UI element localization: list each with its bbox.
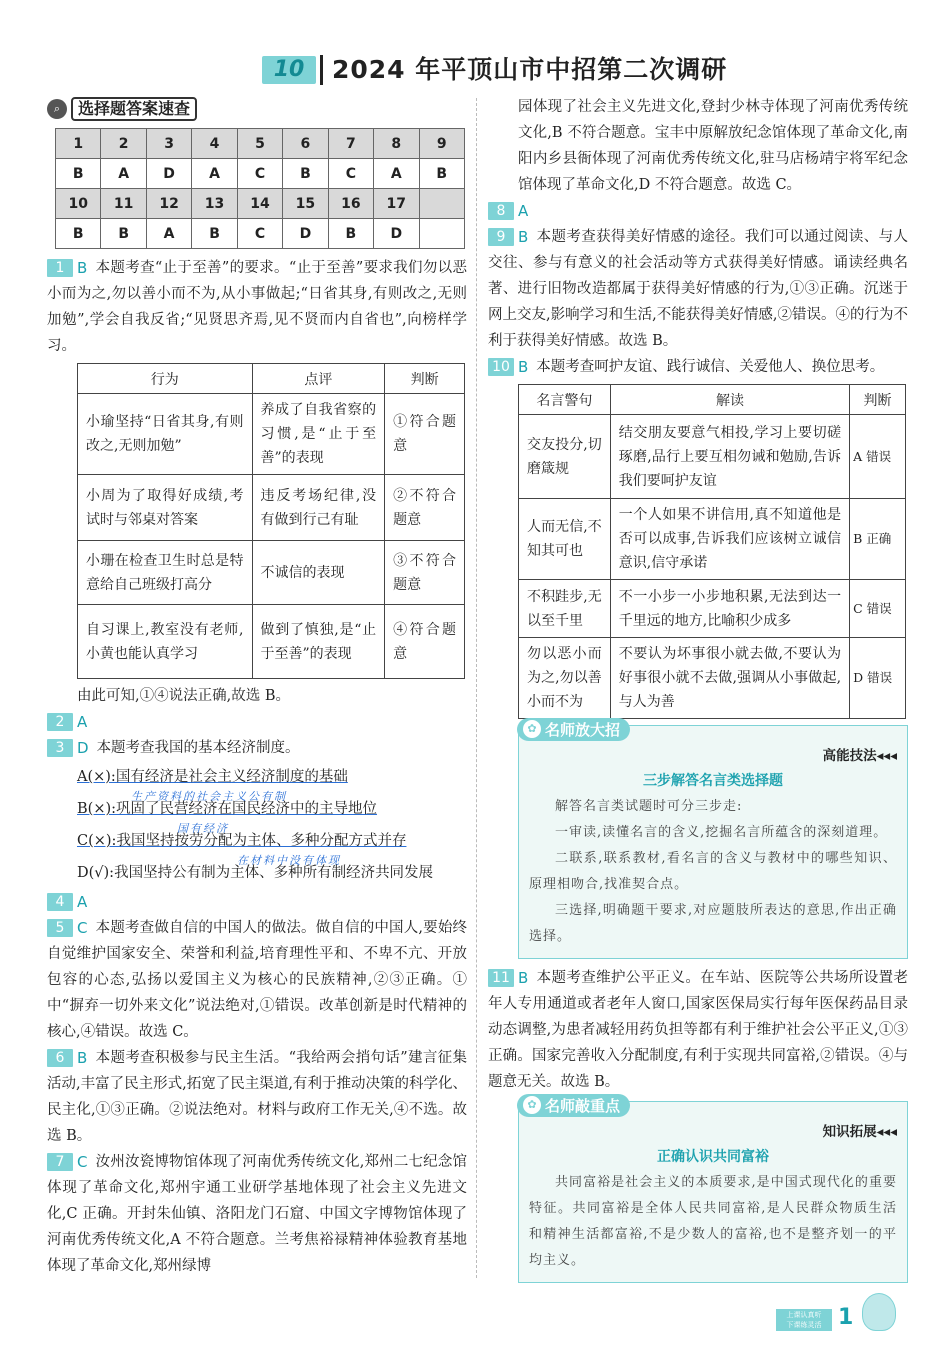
page-title: 2024 年平顶山市中招第二次调研	[332, 55, 728, 84]
table-cell: B 正确	[850, 499, 906, 580]
tip-paragraph: 解答名言类试题时可分三步走:	[555, 799, 743, 814]
answer-cell: C	[237, 219, 282, 249]
answer-letter: A	[77, 893, 88, 911]
table-cell: ④符合题意	[385, 605, 465, 679]
tip-subtitle: 正确认识共同富裕	[657, 1149, 769, 1165]
answer-letter: B	[77, 1049, 88, 1067]
tip-box-knowledge	[518, 1097, 908, 1283]
answer-letter: D	[77, 739, 89, 757]
table-cell: 一个人如果不讲信用,真不知道他是否可以成事,告诉我们应该树立诚信意识,信守承诺	[610, 499, 849, 580]
q1-analysis-table	[77, 363, 465, 679]
option-b	[47, 793, 467, 835]
tip-paragraph: 三选择,明确题干要求,对应题肢所表达的意思,作出正确选择。	[529, 903, 897, 944]
answer-cell: A	[101, 159, 146, 189]
answer-letter: C	[77, 1153, 88, 1171]
footer-slogan: 上课认真听 下课练灵活	[776, 1309, 832, 1331]
answer-cell: B	[283, 159, 328, 189]
search-icon: ⌕	[47, 99, 67, 119]
table-cell: 小瑜坚持“日省其身,有则改之,无则加勉”	[78, 394, 253, 475]
answer-cell: B	[328, 219, 373, 249]
q10-analysis-table	[518, 384, 906, 719]
table-header: 行为	[78, 364, 253, 394]
tip-badge: ✿ 名师放大招	[517, 718, 630, 741]
option-c	[47, 825, 467, 867]
question-number: 5	[47, 919, 73, 937]
answer-letter: A	[518, 202, 529, 220]
page-footer	[776, 1305, 904, 1335]
answer-cell: 6	[283, 129, 328, 159]
answer-cell: 3	[146, 129, 191, 159]
question-number: 7	[47, 1153, 73, 1171]
handwritten-note: 国有经济	[177, 822, 229, 835]
explanation: 本题考查积极参与民主生活。“我给两会捎句话”建言征集活动,丰富了民主形式,拓宽了民主渠道,有利于推动决策的科学化、民主化,①③正确。②说法绝对。材料与政府工作无关,④不选。故选 B。	[47, 1050, 467, 1144]
answer-cell: 11	[101, 189, 146, 219]
table-cell: D 错误	[850, 638, 906, 719]
answer-cell: C	[328, 159, 373, 189]
answer-cell: D	[146, 159, 191, 189]
answer-7	[47, 1149, 467, 1279]
answer-cell: B	[419, 159, 465, 189]
table-cell: 不诚信的表现	[252, 541, 385, 605]
question-number: 2	[47, 713, 73, 731]
answer-6	[47, 1045, 467, 1149]
teacher-logo-icon: ✿	[523, 1096, 541, 1114]
tip-category: 高能技法◂◂◂	[822, 748, 897, 764]
mascot-icon	[862, 1293, 896, 1331]
table-header: 判断	[850, 385, 906, 415]
table-cell: ③不符合题意	[385, 541, 465, 605]
option-text: B(×):巩固了民营经济在国民经济中的主导地位	[77, 801, 378, 817]
tip-paragraph: 共同富裕是社会主义的本质要求,是中国式现代化的重要特征。共同富裕是全体人民共同富裕,是人民群众物质生活和精神生活都富裕,不是少数人的富裕,也不是整齐划一的平均主义。	[529, 1175, 897, 1268]
teacher-logo-icon: ✿	[523, 720, 541, 738]
quick-answer-heading	[47, 96, 467, 122]
answer-letter: B	[518, 358, 529, 376]
question-number: 3	[47, 739, 73, 757]
answer-cell: 14	[237, 189, 282, 219]
answer-cell: A	[374, 159, 419, 189]
answer-cell: A	[146, 219, 191, 249]
tip-subtitle: 三步解答名言类选择题	[643, 773, 783, 789]
page-number: 1	[838, 1305, 854, 1330]
answer-cell: 16	[328, 189, 373, 219]
table-header: 判断	[385, 364, 465, 394]
answer-cell: C	[237, 159, 282, 189]
answer-cell: 10	[56, 189, 101, 219]
answer-cell: 4	[192, 129, 237, 159]
tip-paragraph: 一审读,读懂名言的含义,挖掘名言所蕴含的深刻道理。	[555, 825, 888, 840]
answer-table	[55, 128, 465, 249]
answer-3	[47, 735, 467, 761]
tip-category: 知识拓展◂◂◂	[822, 1124, 897, 1140]
option-a	[47, 761, 467, 803]
answer-letter: C	[77, 919, 88, 937]
answer-cell: B	[56, 219, 101, 249]
answer-cell: 2	[101, 129, 146, 159]
table-cell: 自习课上,教室没有老师,小黄也能认真学习	[78, 605, 253, 679]
table-cell: 不要认为坏事很小就去做,不要认为好事很小就不去做,强调从小事做起,与人为善	[610, 638, 849, 719]
empty-cell	[419, 219, 465, 249]
table-header: 名言警句	[519, 385, 611, 415]
table-cell: 不一小步一小步地积累,无法到达一千里远的地方,比喻积少成多	[610, 580, 849, 638]
answer-9	[488, 224, 908, 354]
answer-cell: 15	[283, 189, 328, 219]
explanation: 本题考查我国的基本经济制度。	[96, 740, 300, 756]
question-number: 4	[47, 893, 73, 911]
answer-10	[488, 354, 908, 380]
quick-answer-label: 选择题答案速查	[71, 97, 197, 121]
table-cell: ②不符合题意	[385, 475, 465, 541]
answer-cell: 17	[374, 189, 419, 219]
answer-letter: B	[518, 969, 529, 987]
explanation: 本题考查“止于至善”的要求。“止于至善”要求我们勿以恶小而为之,勿以善小而不为,从小事做起;“日省其身,有则改之,无则加勉”,学会自我反省;“见贤思齐焉,见不贤而内自省也”,向榜样学习。	[47, 260, 467, 354]
answer-5	[47, 915, 467, 1045]
explanation: 本题考查做自信的中国人的做法。做自信的中国人,要始终自觉维护国家安全、荣誉和利益,培育理性平和、不卑不亢、开放包容的心态,弘扬以爱国主义为核心的民族精神,②③正确。①中“摒弃一切外来文化”说法绝对,①错误。改革创新是时代精神的核心,④错误。故选 C。	[47, 920, 467, 1040]
table-cell: 做到了慎独,是“止于至善”的表现	[252, 605, 385, 679]
question-number: 10	[488, 358, 514, 376]
table-cell: 人而无信,不知其可也	[519, 499, 611, 580]
question-number: 9	[488, 228, 514, 246]
table-cell: 交友投分,切磨箴规	[519, 415, 611, 499]
answer-cell: 5	[237, 129, 282, 159]
option-text: A(×):国有经济是社会主义经济制度的基础	[77, 769, 348, 785]
header-divider	[320, 55, 323, 85]
question-number: 8	[488, 202, 514, 220]
chapter-number: 10	[262, 56, 316, 84]
tip-badge: ✿ 名师敲重点	[517, 1094, 630, 1117]
table-cell: A 错误	[850, 415, 906, 499]
q7-continued: 园体现了社会主义先进文化,登封少林寺体现了河南优秀传统文化,B 不符合题意。宝丰中原解放纪念馆体现了革命文化,南阳内乡县衙体现了河南优秀传统文化,驻马店杨靖宇将军纪念馆体现了革命文化,D 不符合题意。故选 C。	[518, 99, 908, 193]
answer-8	[488, 198, 908, 224]
column-divider	[476, 98, 477, 1278]
table-cell: 小珊在检查卫生时总是特意给自己班级打高分	[78, 541, 253, 605]
answer-cell: 7	[328, 129, 373, 159]
answer-letter: A	[77, 713, 88, 731]
question-number: 6	[47, 1049, 73, 1067]
table-cell: 勿以恶小而为之,勿以善小而不为	[519, 638, 611, 719]
answer-cell: B	[192, 219, 237, 249]
table-cell: 养成了自我省察的习惯,是“止于至善”的表现	[252, 394, 385, 475]
handwritten-note: 生产资料的社会主义公有制	[131, 790, 287, 803]
table-cell: C 错误	[850, 580, 906, 638]
answer-cell: B	[101, 219, 146, 249]
empty-cell	[419, 189, 465, 219]
option-text: D(√):我国坚持公有制为主体、多种所有制经济共同发展	[77, 865, 434, 881]
answer-cell: 13	[192, 189, 237, 219]
option-d	[47, 857, 467, 889]
answer-cell: D	[283, 219, 328, 249]
answer-letter: B	[77, 259, 88, 277]
answer-4	[47, 889, 467, 915]
explanation: 汝州汝瓷博物馆体现了河南优秀传统文化,郑州二七纪念馆体现了革命文化,郑州宇通工业研学基地体现了社会主义先进文化,C 正确。开封朱仙镇、洛阳龙门石窟、中国文字博物馆体现了河南优秀传统文化,A 不符合题意。兰考焦裕禄精神体验教育基地体现了革命文化,郑州绿博	[47, 1154, 467, 1274]
table-header: 解读	[610, 385, 849, 415]
q1-conclusion: 由此可知,①④说法正确,故选 B。	[77, 688, 290, 704]
option-text: C(×):我国坚持按劳分配为主体、多种分配方式并存	[77, 833, 407, 849]
answer-cell: 9	[419, 129, 465, 159]
answer-cell: A	[192, 159, 237, 189]
tip-box-technique	[518, 721, 908, 959]
explanation: 本题考查呵护友谊、践行诚信、关爱他人、换位思考。	[536, 359, 885, 375]
right-column	[488, 94, 908, 1289]
left-column	[47, 96, 467, 1279]
answer-1	[47, 255, 467, 359]
answer-cell: 1	[56, 129, 101, 159]
answer-letter: B	[518, 228, 529, 246]
tip-paragraph: 二联系,联系教材,看名言的含义与教材中的哪些知识、原理相吻合,找准契合点。	[529, 851, 897, 892]
table-cell: 不积跬步,无以至千里	[519, 580, 611, 638]
page-header	[0, 52, 950, 88]
table-cell: 小周为了取得好成绩,考试时与邻桌对答案	[78, 475, 253, 541]
table-cell: ①符合题意	[385, 394, 465, 475]
table-cell: 结交朋友要意气相投,学习上要切磋琢磨,品行上要互相勿诫和勉励,告诉我们要呵护友谊	[610, 415, 849, 499]
handwritten-note: 在材料中没有体现	[237, 854, 341, 867]
explanation: 本题考查获得美好情感的途径。我们可以通过阅读、与人交往、参与有意义的社会活动等方式获得美好情感。诵读经典名著、进行旧物改造都属于获得美好情感的行为,①③正确。沉迷于网上交友,影响学习和生活,不能获得美好情感,②错误。④的行为不利于获得美好情感。故选 B。	[488, 229, 908, 349]
answer-cell: 8	[374, 129, 419, 159]
table-cell: 违反考场纪律,没有做到行己有耻	[252, 475, 385, 541]
question-number: 1	[47, 259, 73, 277]
answer-cell: D	[374, 219, 419, 249]
question-number: 11	[488, 969, 514, 987]
explanation: 本题考查维护公平正义。在车站、医院等公共场所设置老年人专用通道或者老年人窗口,国家医保局实行每年医保药品目录动态调整,为患者减轻用药负担等都有利于维护社会公平正义,①③正确。国家完善收入分配制度,有利于实现共同富裕,②错误。④与题意无关。故选 B。	[488, 970, 908, 1090]
answer-cell: 12	[146, 189, 191, 219]
answer-cell: B	[56, 159, 101, 189]
answer-11	[488, 965, 908, 1095]
table-header: 点评	[252, 364, 385, 394]
answer-2	[47, 709, 467, 735]
